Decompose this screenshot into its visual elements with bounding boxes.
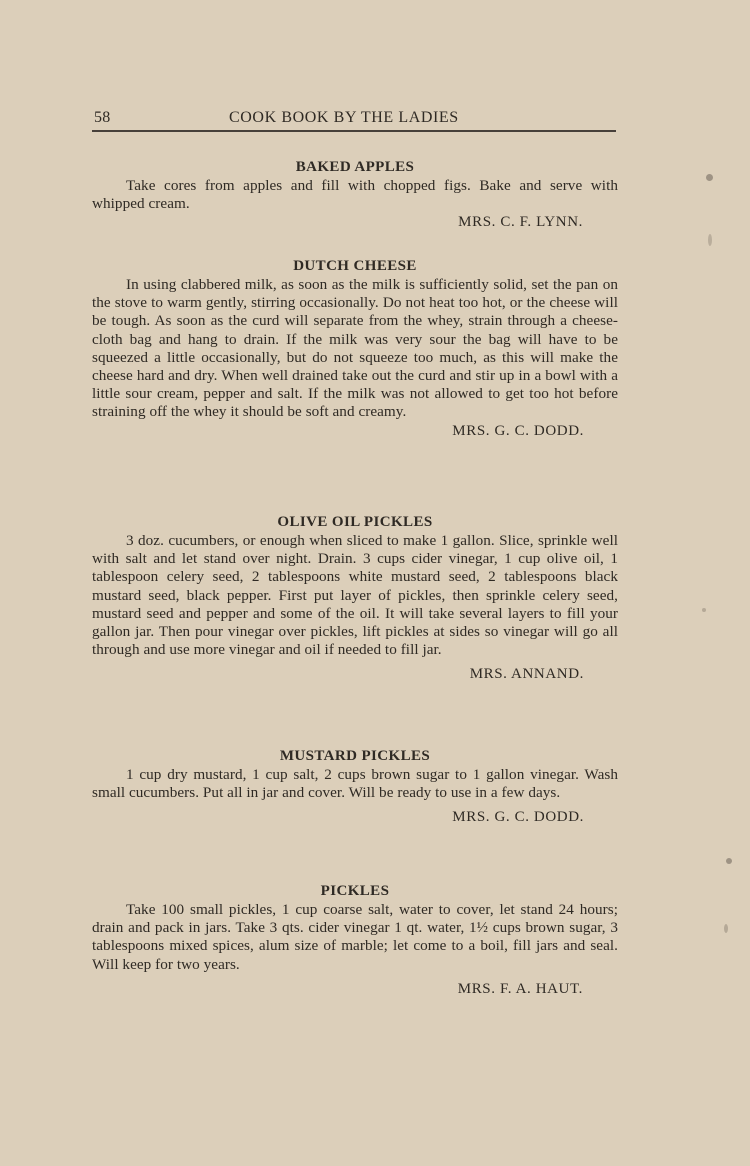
page-number: 58 xyxy=(94,109,111,126)
recipe-author: MRS. F. A. HAUT. xyxy=(457,980,583,997)
recipe-title: BAKED APPLES xyxy=(295,159,415,175)
recipe-author: MRS. G. C. DODD. xyxy=(452,809,584,826)
recipe-text: 3 doz. cucumbers, or enough when sliced to make 1 gallon. Slice, sprinkle well with salt and let stand over night. Drain. 3 cups cider vinegar, 1 cup olive oil, 1 tablespoon celery seed, 2 tablespoons white mustard seed, 2 tablespoons black mustard seed, black pepper. First put layer of pickles, then sprinkle celery seed, mustard seed and pepper and some of the oil. It will take several layers to fill your gallon jar. Then pour vinegar over pickles, lift pickles at sides so vinegar will go all through and use more vinegar and oil if needed to fill jar. xyxy=(92,532,618,659)
paper-spot xyxy=(726,858,732,864)
running-title: COOK BOOK BY THE LADIES xyxy=(229,109,459,126)
recipe-author: MRS. ANNAND. xyxy=(469,666,584,683)
recipe-baked-apples xyxy=(92,158,618,231)
paper-spot xyxy=(706,174,713,181)
recipe-text: In using clabbered milk, as soon as the milk is sufficiently solid, set the pan on the stove to warm gently, stirring occasionally. Do not heat too hot, or the cheese will be tough. As soon as the curd will separate from the whey, strain through a cheese-cloth bag and hang to drain. If the milk was very sour the bag will have to be squeezed a little occasionally, but do not squeeze too much, as this will make the cheese hard and dry. When well drained take out the curd and stir up in a bowl with a little sour cream, pepper and salt. If the milk was not allowed to get too hot before straining off the whey it should be soft and creamy. xyxy=(92,276,618,421)
recipe-text: 1 cup dry mustard, 1 cup salt, 2 cups brown sugar to 1 gallon vinegar. Wash small cucumbers. Put all in jar and cover. Will be ready to use in a few days. xyxy=(92,766,618,802)
recipe-title: PICKLES xyxy=(320,883,390,899)
recipe-author: MRS. C. F. LYNN. xyxy=(458,214,583,231)
recipe-text: Take 100 small pickles, 1 cup coarse salt, water to cover, let stand 24 hours; drain and pack in jars. Take 3 qts. cider vinegar 1 qt. water, 1½ cups brown sugar, 3 tablespoons mixed spices, alum size of marble; let come to a boil, fill jars and seal. Will keep for two years. xyxy=(92,901,618,973)
paper-spot xyxy=(708,234,712,246)
recipe-title: MUSTARD PICKLES xyxy=(279,748,431,764)
recipe-title: OLIVE OIL PICKLES xyxy=(277,514,433,530)
recipe-dutch-cheese xyxy=(92,257,618,440)
recipe-title: DUTCH CHEESE xyxy=(293,258,417,274)
recipe-mustard-pickles xyxy=(92,747,618,826)
paper-spot xyxy=(724,924,728,933)
paper-spot xyxy=(702,608,706,612)
recipe-text: Take cores from apples and fill with chopped figs. Bake and serve with whipped cream. xyxy=(92,177,618,213)
header-rule xyxy=(92,130,616,132)
recipe-pickles xyxy=(92,882,618,998)
page-header xyxy=(92,108,616,132)
recipe-olive-oil-pickles xyxy=(92,513,618,683)
recipe-author: MRS. G. C. DODD. xyxy=(452,422,584,439)
